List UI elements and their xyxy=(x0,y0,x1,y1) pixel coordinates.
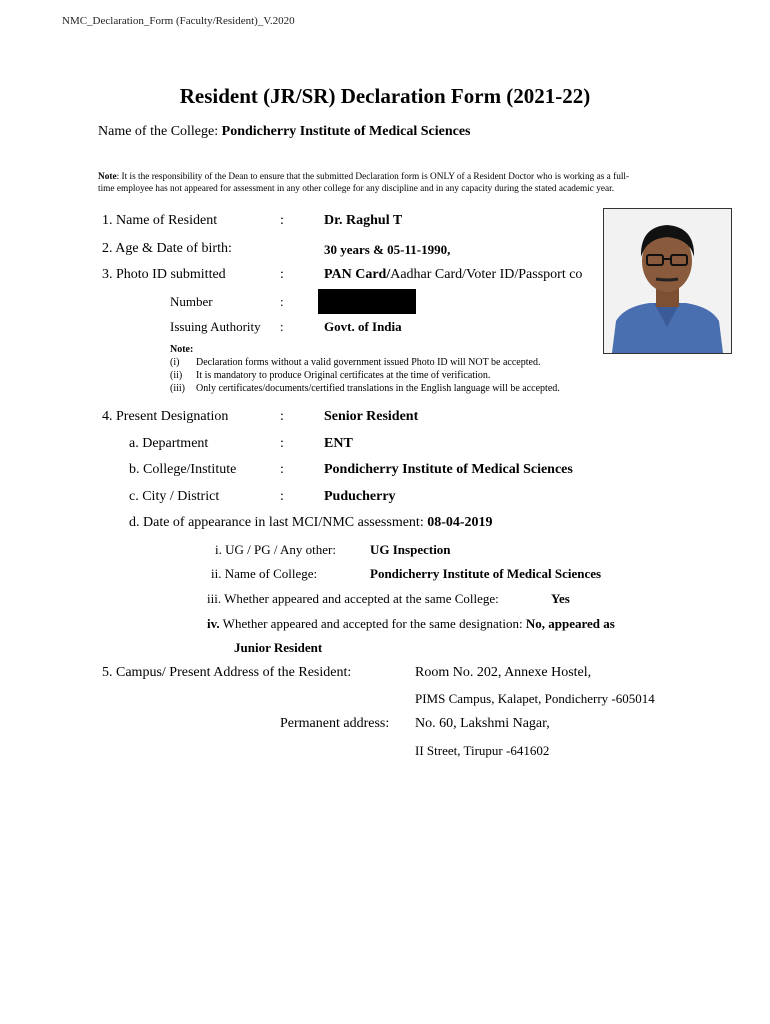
campus-address-label: 5. Campus/ Present Address of the Resident: xyxy=(102,665,352,680)
photo-id-value xyxy=(324,267,603,283)
campus-address-line2: PIMS Campus, Kalapet, Pondicherry -605014 xyxy=(415,691,655,706)
campus-address-line1: Room No. 202, Annexe Hostel, xyxy=(415,665,592,680)
note-item-text: Only certificates/documents/certified translations in the English language will be accepted. xyxy=(196,383,560,394)
note-item-text: Declaration forms without a valid government issued Photo ID will NOT be accepted. xyxy=(196,357,541,368)
colon: : xyxy=(280,267,284,282)
note-item-text: It is mandatory to produce Original certificates at the time of verification. xyxy=(196,370,491,381)
resident-photo xyxy=(603,208,732,354)
colon: : xyxy=(280,409,284,424)
city-label: c. City / District xyxy=(129,489,220,504)
colon: : xyxy=(280,489,284,504)
photo-id-label: 3. Photo ID submitted xyxy=(102,267,226,282)
note-item-num: (iii) xyxy=(170,383,185,394)
permanent-address-line1: No. 60, Lakshmi Nagar, xyxy=(415,716,550,731)
resident-photo-image xyxy=(604,209,731,353)
permanent-address-line2: II Street, Tirupur -641602 xyxy=(415,743,550,758)
ug-pg-label: i. UG / PG / Any other: xyxy=(215,542,336,557)
colon: : xyxy=(280,213,284,228)
note-top-text1: : It is the responsibility of the Dean to ensure that the submitted Declaration form is ONLY of a Resident Doctor who is working as a full- xyxy=(116,172,630,182)
same-college-value: Yes xyxy=(551,591,570,606)
same-designation-label: Whether appeared and accepted for the same designation: xyxy=(222,616,523,631)
institute-label: b. College/Institute xyxy=(129,462,237,477)
colon: : xyxy=(280,462,284,477)
same-college-label: iii. Whether appeared and accepted at the same College: xyxy=(207,591,499,606)
number-label: Number xyxy=(170,294,213,309)
department-value: ENT xyxy=(324,436,353,451)
designation-value: Senior Resident xyxy=(324,409,419,424)
age-dob-value: 30 years & 05-11-1990, xyxy=(324,242,451,257)
note-top-line1 xyxy=(98,172,629,182)
issuing-authority-value: Govt. of India xyxy=(324,319,402,334)
college-name-label: ii. Name of College: xyxy=(211,566,318,581)
designation-label: 4. Present Designation xyxy=(102,409,229,424)
note-item-num: (ii) xyxy=(170,370,183,381)
name-value: Dr. Raghul T xyxy=(324,213,403,228)
city-value: Puducherry xyxy=(324,489,396,504)
same-designation-line xyxy=(207,616,615,632)
note-item-num: (i) xyxy=(170,357,180,368)
college-line xyxy=(98,124,471,140)
assessment-date-line xyxy=(129,515,493,531)
redacted-id-number xyxy=(318,289,416,314)
college-name-value: Pondicherry Institute of Medical Sciences xyxy=(370,566,602,581)
photo-id-bold: PAN Card/ xyxy=(324,267,391,282)
colon: : xyxy=(280,319,284,334)
permanent-address-label: Permanent address: xyxy=(280,716,390,731)
name-label: 1. Name of Resident xyxy=(102,213,218,228)
institute-value: Pondicherry Institute of Medical Sciences xyxy=(324,462,573,477)
same-designation-num: iv. xyxy=(207,616,220,631)
form-reference: NMC_Declaration_Form (Faculty/Resident)_V.2020 xyxy=(62,15,295,27)
note-mid-label: Note: xyxy=(170,344,194,355)
page-title: Resident (JR/SR) Declaration Form (2021-22) xyxy=(179,84,591,108)
note-top-line2: time employee has not appeared for assessment in any other college for any discipline and in any capacity during the stated academic year. xyxy=(98,184,615,194)
same-designation-value: No, appeared as xyxy=(525,616,615,631)
college-value: Pondicherry Institute of Medical Sciences xyxy=(221,124,471,139)
issuing-authority-label: Issuing Authority xyxy=(170,319,261,334)
department-label: a. Department xyxy=(129,436,209,451)
same-designation-value-cont: Junior Resident xyxy=(234,640,323,655)
age-dob-label: 2. Age & Date of birth: xyxy=(102,241,232,256)
photo-id-rest: Aadhar Card/Voter ID/Passport co xyxy=(390,267,583,282)
colon: : xyxy=(280,294,284,309)
assessment-date-value: 08-04-2019 xyxy=(427,515,493,530)
assessment-date-label: d. Date of appearance in last MCI/NMC assessment: xyxy=(129,515,424,530)
colon: : xyxy=(280,436,284,451)
ug-pg-value: UG Inspection xyxy=(370,542,451,557)
college-label: Name of the College: xyxy=(98,124,219,139)
note-top-label: Note xyxy=(98,172,117,182)
